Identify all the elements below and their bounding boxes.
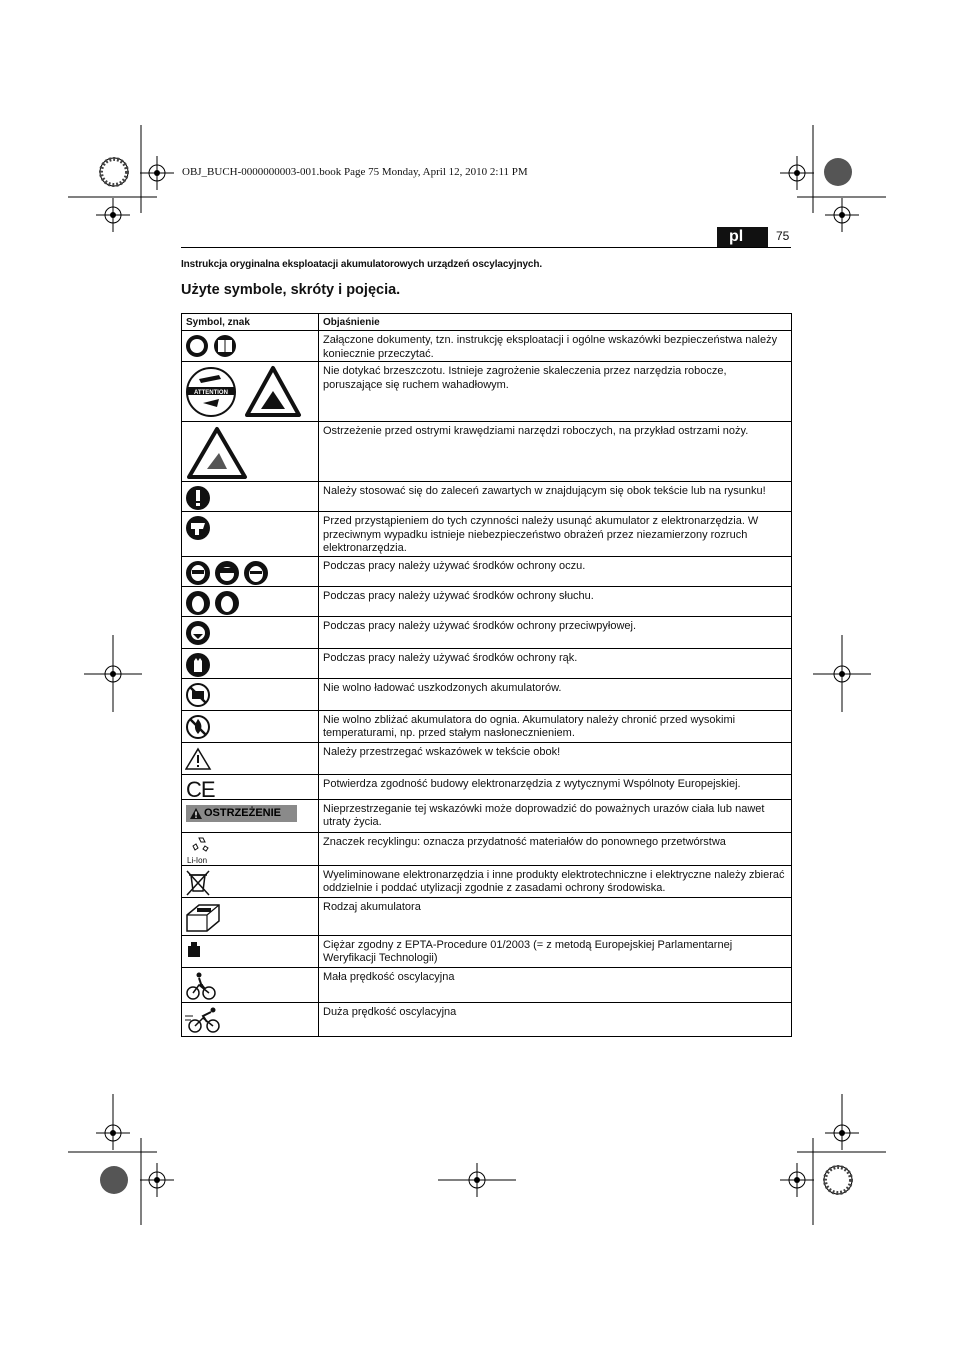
symbol-cell	[182, 865, 319, 897]
symbol-cell	[182, 362, 319, 422]
page-number: 75	[776, 229, 790, 243]
no-damaged-battery-icon	[185, 682, 215, 708]
document-subtitle: Instrukcja oryginalna eksploatacji akumulatorowych urządzeń oscylacyjnych.	[181, 259, 543, 270]
warning-triangle-icon	[185, 746, 215, 772]
header-rule	[181, 247, 791, 248]
symbol-cell	[182, 422, 319, 482]
dust-mask-icon	[185, 620, 215, 646]
fast-cyclist-icon	[185, 1006, 225, 1036]
explanation-cell: Potwierdza zgodność budowy elektronarzędzia z wytycznymi Wspólnoty Europejskiej.	[319, 774, 792, 799]
section-title: Użyte symbole, skróty i pojęcia.	[181, 282, 401, 298]
sharp-edges-warning-icon	[185, 425, 249, 480]
table-row	[182, 1002, 792, 1036]
attention-blade-icon	[185, 365, 305, 420]
recycling-icon	[185, 836, 225, 866]
warning-badge-label: OSTRZEŻENIE	[204, 806, 282, 819]
symbol-cell	[182, 742, 319, 774]
explanation-cell: Podczas pracy należy używać środków ochrony przeciwpyłowej.	[319, 616, 792, 648]
table-row	[182, 742, 792, 774]
table-row	[182, 678, 792, 710]
symbol-cell	[182, 678, 319, 710]
ce-mark: CE	[186, 776, 215, 802]
symbol-cell	[182, 648, 319, 678]
table-row	[182, 774, 792, 799]
explanation-cell: Znaczek recyklingu: oznacza przydatność materiałów do ponownego przetwórstwa	[319, 832, 792, 865]
symbol-cell	[182, 967, 319, 1002]
warning-triangle-icon	[189, 807, 203, 820]
symbol-cell	[182, 1002, 319, 1036]
no-fire-icon	[185, 714, 215, 740]
remove-battery-icon	[185, 515, 215, 541]
crossed-bin-icon	[185, 869, 215, 897]
explanation-cell: Ostrzeżenie przed ostrymi krawędziami narzędzi roboczych, na przykład ostrzami noży.	[319, 422, 792, 482]
exclamation-icon	[185, 485, 215, 511]
table-row	[182, 512, 792, 557]
language-badge: pl	[717, 227, 768, 247]
table-row	[182, 710, 792, 742]
explanation-cell: Duża prędkość oscylacyjna	[319, 1002, 792, 1036]
symbol-cell	[182, 799, 319, 832]
explanation-cell: Przed przystąpieniem do tych czynności należy usunąć akumulator z elektronarzędzia. W przeciwnym wypadku istnieje niebezpieczeństwo obrażeń przez niezamierzony rozruch elektronarzędzia.	[319, 512, 792, 557]
table-row	[182, 482, 792, 512]
explanation-cell: Należy przestrzegać wskazówek w tekście obok!	[319, 742, 792, 774]
explanation-cell: Ciężar zgodny z EPTA-Procedure 01/2003 (= z metodą Europejskiej Parlamentarnej Weryfikacji Technologii)	[319, 935, 792, 967]
symbol-cell	[182, 616, 319, 648]
table-row	[182, 648, 792, 678]
symbol-cell	[182, 586, 319, 616]
read-manual-icon	[185, 334, 245, 360]
symbol-cell	[182, 512, 319, 557]
symbol-cell	[182, 331, 319, 362]
table-row	[182, 331, 792, 362]
table-row	[182, 935, 792, 967]
symbol-cell	[182, 897, 319, 935]
eye-protection-icons	[185, 560, 271, 586]
symbol-cell	[182, 774, 319, 802]
table-row	[182, 616, 792, 648]
slow-cyclist-icon	[185, 971, 221, 1001]
table-row	[182, 832, 792, 865]
table-row	[182, 967, 792, 1002]
explanation-cell: Nie dotykać brzeszczotu. Istnieje zagrożenie skaleczenia przez narzędzia robocze, poruszające się ruchem wahadłowym.	[319, 362, 792, 422]
book-info-line: OBJ_BUCH-0000000003-001.book Page 75 Monday, April 12, 2010 2:11 PM	[182, 166, 528, 178]
symbol-cell	[182, 935, 319, 967]
symbol-cell	[182, 832, 319, 865]
explanation-cell: Nie wolno ładować uszkodzonych akumulatorów.	[319, 678, 792, 710]
explanation-cell: Podczas pracy należy używać środków ochrony oczu.	[319, 556, 792, 586]
table-row	[182, 897, 792, 935]
explanation-cell: Nieprzestrzeganie tej wskazówki może doprowadzić do poważnych urazów ciała lub nawet utraty życia.	[319, 799, 792, 832]
table-row	[182, 362, 792, 422]
symbol-cell	[182, 556, 319, 586]
table-row	[182, 422, 792, 482]
table-row	[182, 586, 792, 616]
explanation-cell: Wyeliminowane elektronarzędzia i inne produkty elektrotechniczne i elektryczne należy zbierać oddzielnie i poddać utylizacji zgodnie z zasadami ochrony środowiska.	[319, 865, 792, 897]
ear-protection-icons	[185, 590, 245, 616]
explanation-cell: Nie wolno zbliżać akumulatora do ognia. Akumulatory należy chronić przed wysokimi temperaturami, np. przed stałym nasłonecznieniem.	[319, 710, 792, 742]
gloves-icon	[185, 652, 215, 678]
table-header-row	[182, 314, 792, 331]
table-row	[182, 799, 792, 832]
column-header-explanation: Objaśnienie	[319, 314, 792, 331]
explanation-cell: Podczas pracy należy używać środków ochrony słuchu.	[319, 586, 792, 616]
explanation-cell: Rodzaj akumulatora	[319, 897, 792, 935]
symbol-cell	[182, 482, 319, 512]
explanation-cell: Załączone dokumenty, tzn. instrukcję eksploatacji i ogólne wskazówki bezpieczeństwa należy koniecznie przeczytać.	[319, 331, 792, 362]
weight-icon	[185, 939, 205, 959]
explanation-cell: Podczas pracy należy używać środków ochrony rąk.	[319, 648, 792, 678]
table-row	[182, 865, 792, 897]
warning-badge	[186, 805, 297, 822]
column-header-symbol: Symbol, znak	[182, 314, 319, 331]
battery-pack-icon	[185, 901, 225, 933]
symbol-cell	[182, 710, 319, 742]
explanation-cell: Należy stosować się do zaleceń zawartych w znajdującym się obok tekście lub na rysunku!	[319, 482, 792, 512]
explanation-cell: Mała prędkość oscylacyjna	[319, 967, 792, 1002]
svg-text:Li-Ion: Li-Ion	[187, 855, 208, 865]
symbols-table	[181, 313, 792, 1037]
table-row	[182, 556, 792, 586]
svg-text:ATTENTION: ATTENTION	[194, 390, 228, 396]
